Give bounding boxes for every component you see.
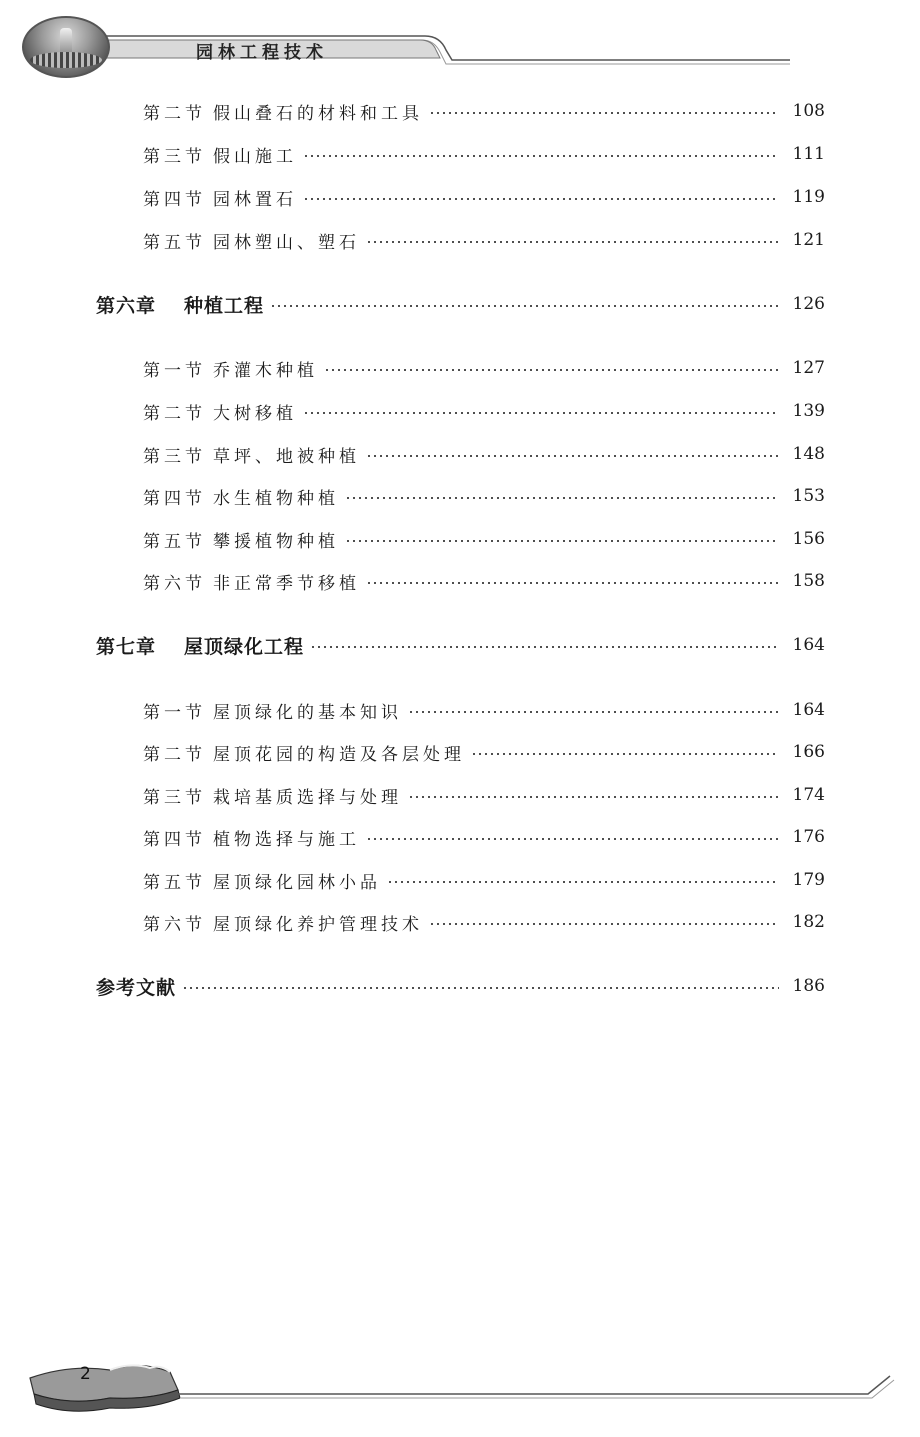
toc-entry[interactable]	[143, 439, 825, 469]
toc-entry-page: 179	[792, 870, 825, 890]
toc-entry-page: 111	[792, 144, 825, 164]
toc-chapter-page: 126	[792, 294, 825, 314]
running-header	[0, 0, 920, 90]
footer-rock-graphic	[0, 1350, 920, 1420]
toc-entry-number: 第三节	[143, 446, 206, 467]
toc-entry-number: 第五节	[143, 872, 206, 893]
toc-entry-title: 屋顶绿化园林小品	[213, 872, 381, 893]
toc-entry-title: 园林塑山、塑石	[213, 232, 360, 253]
toc-entry-title: 植物选择与施工	[213, 829, 360, 850]
toc-chapter-number: 第六章	[96, 294, 157, 317]
toc-chapter-references[interactable]	[96, 971, 825, 1001]
header-banner-graphic	[0, 0, 920, 90]
toc-chapter-page: 164	[792, 635, 825, 655]
toc-entry-page: 182	[792, 912, 825, 932]
toc-entry[interactable]	[143, 139, 825, 169]
toc-entry-page: 148	[792, 444, 825, 464]
book-title: 园林工程技术	[196, 43, 328, 63]
dot-leader	[387, 880, 779, 884]
toc-entry-title: 非正常季节移植	[213, 573, 360, 594]
dot-leader	[345, 539, 779, 543]
toc-entry[interactable]	[143, 524, 825, 554]
toc-entry[interactable]	[143, 822, 825, 852]
toc-entry[interactable]	[143, 396, 825, 426]
dot-leader	[270, 304, 779, 308]
toc-entry-title: 屋顶绿化养护管理技术	[213, 914, 423, 935]
toc-entry[interactable]	[143, 566, 825, 596]
toc-entry[interactable]	[143, 907, 825, 937]
toc-entry-title: 攀援植物种植	[213, 531, 339, 552]
toc-entry-page: 164	[792, 700, 825, 720]
dot-leader	[303, 197, 779, 201]
dot-leader	[408, 710, 779, 714]
toc-chapter[interactable]	[96, 630, 825, 660]
toc-entry-page: 166	[792, 742, 825, 762]
toc-entry-number: 第五节	[143, 232, 206, 253]
dot-leader	[345, 496, 779, 500]
dot-leader	[303, 411, 779, 415]
toc-chapter[interactable]	[96, 289, 825, 319]
dot-leader	[310, 645, 779, 649]
toc-entry-number: 第二节	[143, 744, 206, 765]
toc-entry-number: 第五节	[143, 531, 206, 552]
toc-entry[interactable]	[143, 865, 825, 895]
toc-entry-title: 屋顶花园的构造及各层处理	[213, 744, 465, 765]
toc-entry-page: 174	[792, 785, 825, 805]
toc-entry-page: 153	[792, 486, 825, 506]
header-garden-photo	[22, 16, 110, 78]
toc-entry-page: 158	[792, 571, 825, 591]
dot-leader	[366, 240, 779, 244]
dot-leader	[182, 986, 779, 990]
dot-leader	[429, 922, 779, 926]
toc-entry-number: 第四节	[143, 829, 206, 850]
toc-entry-title: 大树移植	[213, 403, 297, 424]
dot-leader	[471, 752, 779, 756]
toc-entry[interactable]	[143, 96, 825, 126]
toc-entry[interactable]	[143, 182, 825, 212]
toc-entry-number: 第六节	[143, 573, 206, 594]
toc-chapter-page: 186	[792, 976, 825, 996]
toc-entry-page: 139	[792, 401, 825, 421]
page-footer	[0, 1350, 920, 1420]
toc-entry-number: 第一节	[143, 360, 206, 381]
toc-entry-page: 108	[792, 101, 825, 121]
toc-entry[interactable]	[143, 780, 825, 810]
toc-chapter-title: 参考文献	[96, 976, 177, 999]
toc-entry-page: 119	[792, 187, 825, 207]
dot-leader	[303, 154, 779, 158]
toc-entry-title: 乔灌木种植	[213, 360, 318, 381]
toc-entry-title: 草坪、地被种植	[213, 446, 360, 467]
toc-entry-number: 第四节	[143, 189, 206, 210]
toc-entry-page: 121	[792, 230, 825, 250]
toc-entry-title: 屋顶绿化的基本知识	[213, 702, 402, 723]
toc-entry-title: 园林置石	[213, 189, 297, 210]
toc-chapter-number: 第七章	[96, 635, 157, 658]
dot-leader	[324, 368, 779, 372]
toc-entry-title: 假山叠石的材料和工具	[213, 103, 423, 124]
toc-chapter-title: 屋顶绿化工程	[184, 635, 305, 658]
toc-entry-page: 176	[792, 827, 825, 847]
toc-entry-number: 第二节	[143, 403, 206, 424]
toc-entry-number: 第三节	[143, 787, 206, 808]
page-number: 2	[80, 1364, 91, 1384]
toc-entry-title: 栽培基质选择与处理	[213, 787, 402, 808]
toc-entry-number: 第四节	[143, 488, 206, 509]
dot-leader	[408, 795, 779, 799]
toc-entry-title: 假山施工	[213, 146, 297, 167]
toc-entry[interactable]	[143, 737, 825, 767]
toc-entry[interactable]	[143, 481, 825, 511]
toc-entry[interactable]	[143, 225, 825, 255]
dot-leader	[429, 111, 779, 115]
toc-entry-page: 127	[792, 358, 825, 378]
toc-entry[interactable]	[143, 695, 825, 725]
dot-leader	[366, 581, 779, 585]
toc-chapter-title: 种植工程	[184, 294, 265, 317]
dot-leader	[366, 837, 779, 841]
dot-leader	[366, 454, 779, 458]
toc-entry-number: 第二节	[143, 103, 206, 124]
toc-entry-page: 156	[792, 529, 825, 549]
toc-entry-title: 水生植物种植	[213, 488, 339, 509]
toc-entry-number: 第一节	[143, 702, 206, 723]
toc-entry[interactable]	[143, 353, 825, 383]
toc-entry-number: 第三节	[143, 146, 206, 167]
toc-entry-number: 第六节	[143, 914, 206, 935]
